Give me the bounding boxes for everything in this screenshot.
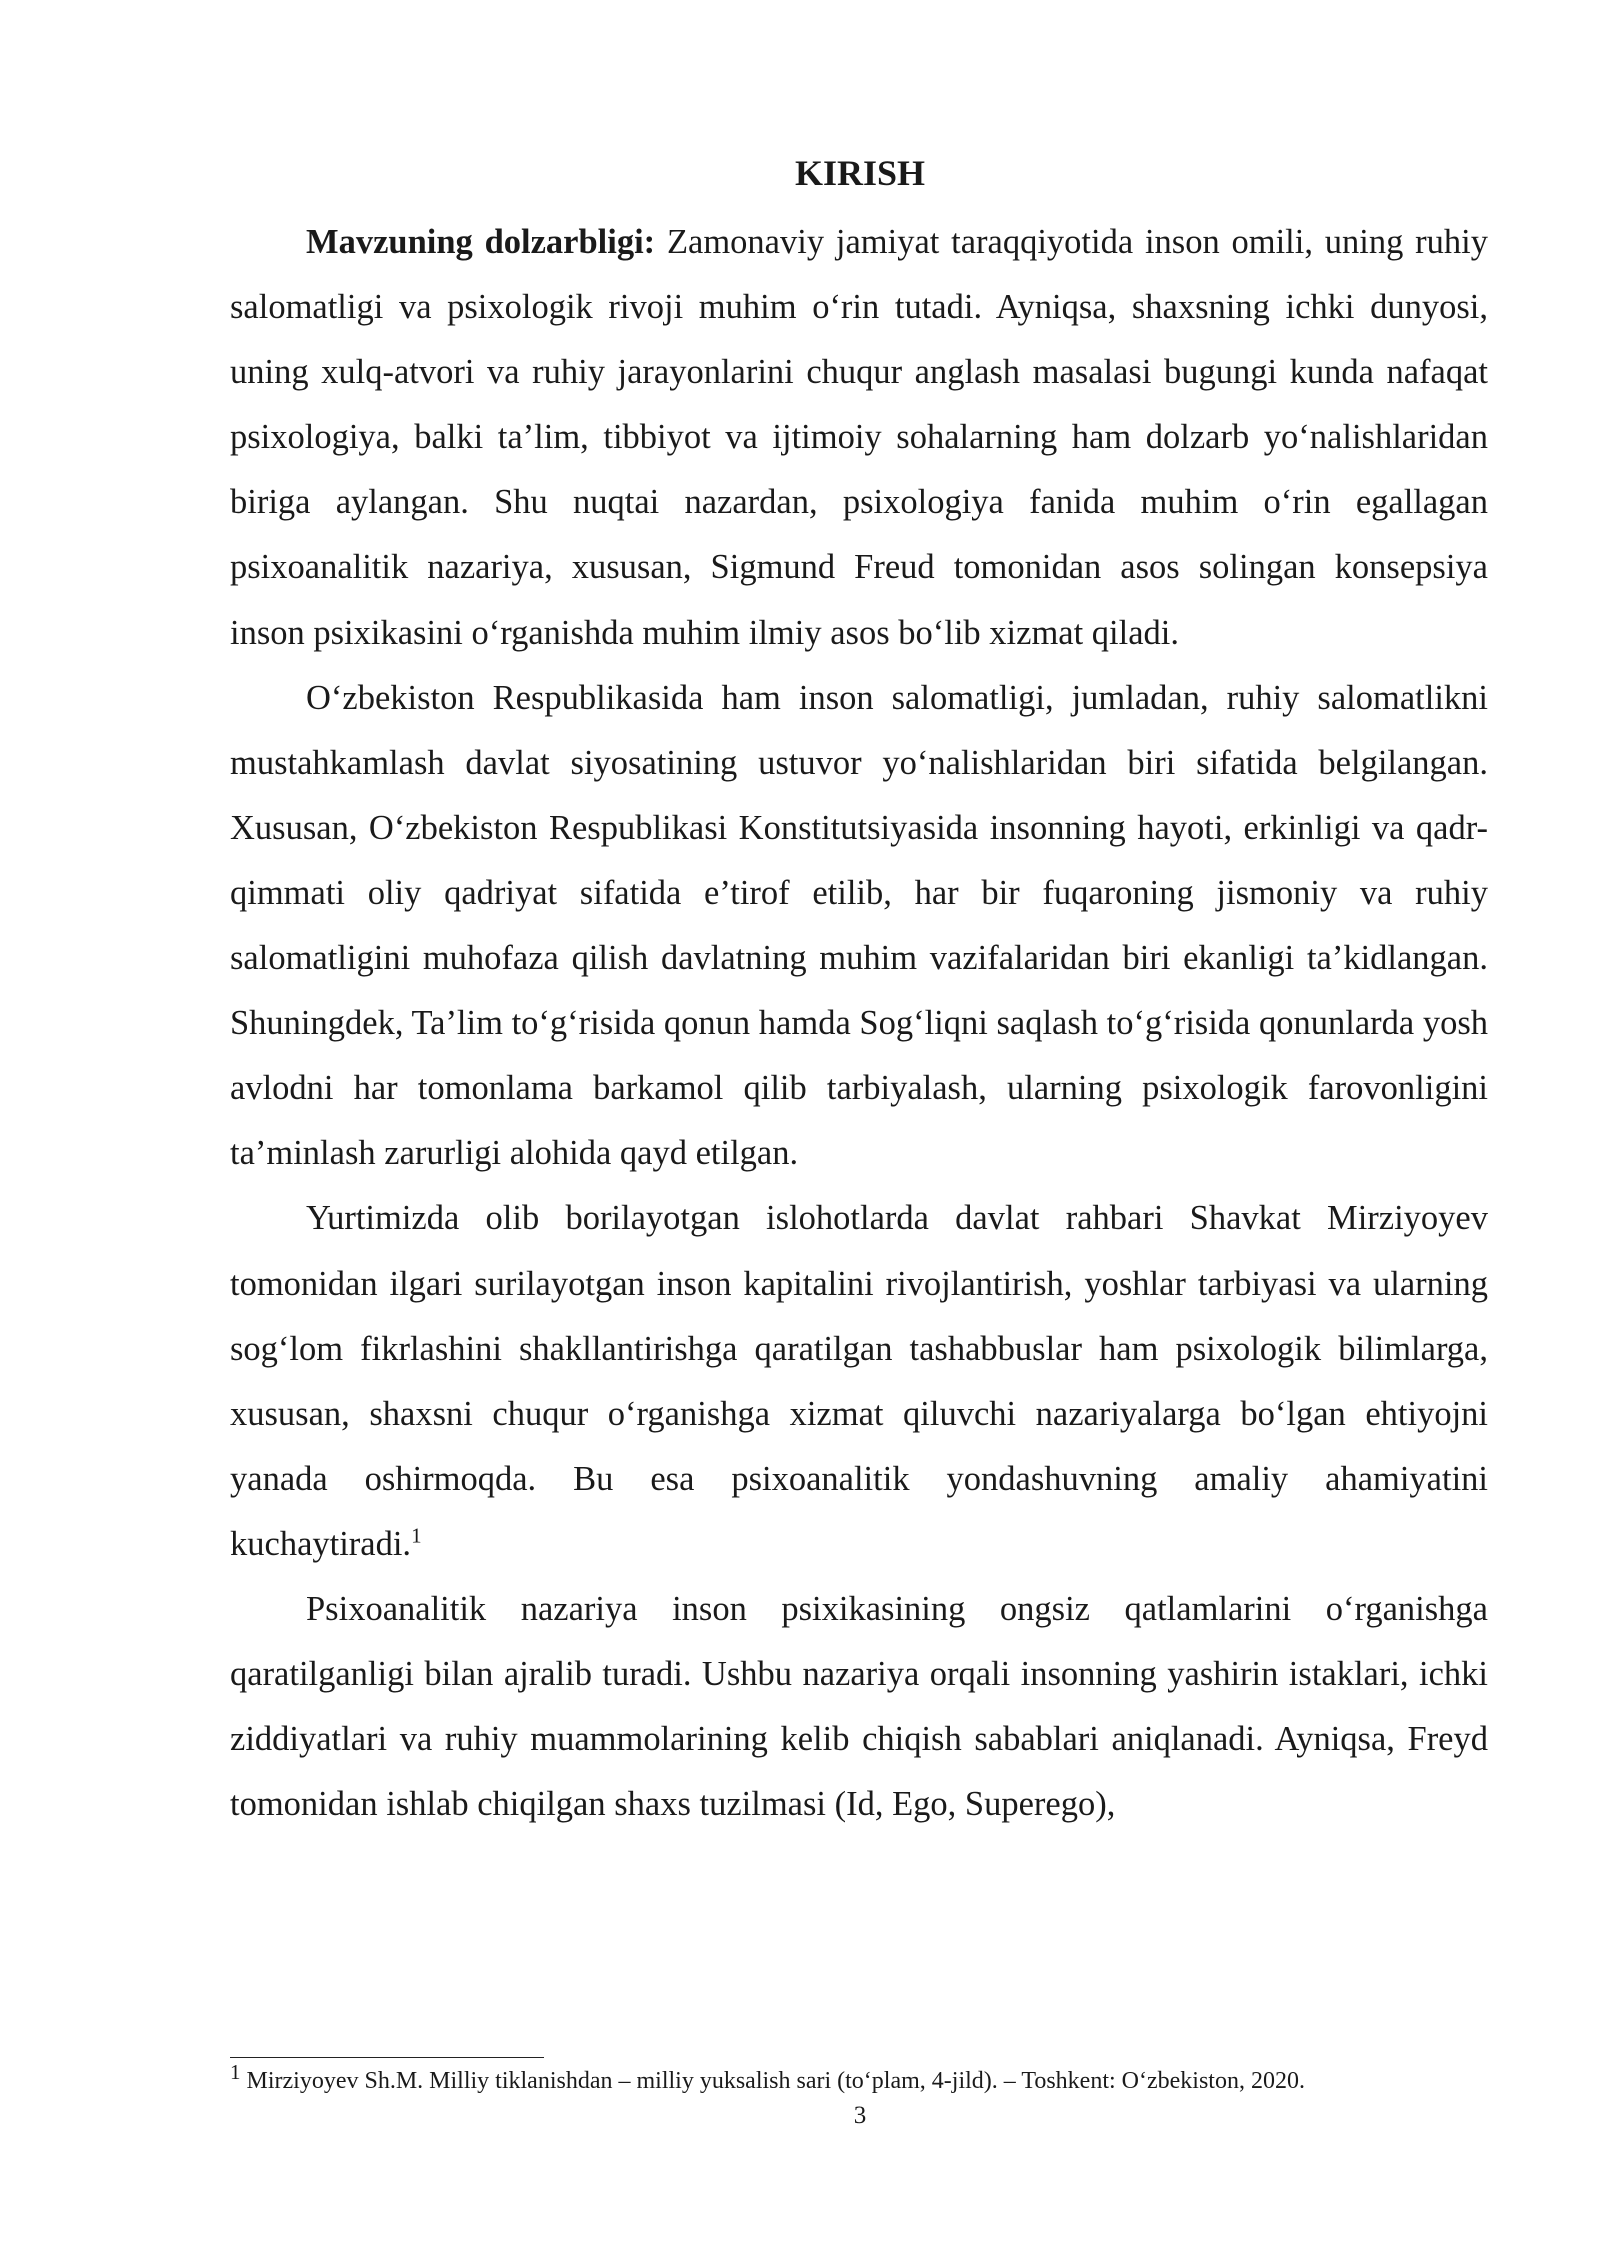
footnote-reference[interactable]: 1 [411, 1523, 422, 1548]
paragraph-reforms [230, 1186, 1488, 1577]
footnote-marker: 1 [230, 2060, 241, 2084]
paragraph-psychoanalytic [230, 1577, 1488, 1837]
paragraph-text: O‘zbekiston Respublikasida ham inson salomatligi, jumladan, ruhiy salomatlikni mustahkamlash davlat siyosatining ustuvor yo‘nalishlaridan biri sifatida belgilangan. Xususan, O‘zbekiston Respublikasi Konstitutsiyasida insonning hayoti, erkinligi va qadr-qimmati oliy qadriyat sifatida e’tirof etilib, har bir fuqaroning jismoniy va ruhiy salomatligini muhofaza qilish davlatning muhim vazifalaridan biri ekanligi ta’kidlangan. Shuningdek, Ta’lim to‘g‘risida qonun hamda Sog‘liqni saqlash to‘g‘risida qonunlarda yosh avlodni har tomonlama barkamol qilib tarbiyalash, ularning psixologik farovonligini ta’minlash zarurligi alohida qayd etilgan. [230, 678, 1488, 1173]
footnote [230, 2060, 1530, 2096]
footnote-separator [230, 2057, 544, 2058]
paragraph-text: Psixoanalitik nazariya inson psixikasining ongsiz qatlamlarini o‘rganishga qaratilganligi bilan ajralib turadi. Ushbu nazariya orqali insonning yashirin istaklari, ichki ziddiyatlari va ruhiy muammolarining kelib chiqish sabablari aniqlanadi. Ayniqsa, Freyd tomonidan ishlab chiqilgan shaxs tuzilmasi (Id, Ego, Superego), [230, 1589, 1488, 1824]
paragraph-text: Yurtimizda olib borilayotgan islohotlarda davlat rahbari Shavkat Mirziyoyev tomonidan ilgari surilayotgan inson kapitalini rivojlantirish, yoshlar tarbiyasi va ularning sog‘lom fikrlashini shakllantirishga qaratilgan tashabbuslar ham psixologik bilimlarga, xususan, shaxsni chuqur o‘rganishga xizmat qiluvchi nazariyalarga bo‘lgan ehtiyojni yanada oshirmoqda. Bu esa psixoanalitik yondashuvning amaliy ahamiyatini kuchaytiradi. [230, 1199, 1488, 1563]
paragraph-relevance [230, 210, 1488, 666]
paragraph-uzbekistan [230, 666, 1488, 1187]
footnote-text: Mirziyoyev Sh.M. Milliy tiklanishdan – milliy yuksalish sari (to‘plam, 4-jild). – Toshkent: O‘zbekiston, 2020. [240, 2068, 1305, 2094]
paragraph-lead: Mavzuning dolzarbligi: [306, 223, 656, 261]
body-text [230, 210, 1488, 1837]
page-title: KIRISH [794, 153, 926, 193]
paragraph-text: Zamonaviy jamiyat taraqqiyotida inson omili, uning ruhiy salomatligi va psixologik rivoji muhim o‘rin tutadi. Ayniqsa, shaxsning ichki dunyosi, uning xulq-atvori va ruhiy jarayonlarini chuqur anglash masalasi bugungi kunda nafaqat psixologiya, balki ta’lim, tibbiyot va ijtimoiy sohalarning ham dolzarb yo‘nalishlaridan biriga aylangan. Shu nuqtai nazardan, psixologiya fanida muhim o‘rin egallagan psixoanalitik nazariya, xususan, Sigmund Freud tomonidan asos solingan konsepsiya inson psixikasini o‘rganishda muhim ilmiy asos bo‘lib xizmat qiladi. [230, 223, 1488, 652]
page-number: 3 [853, 2102, 867, 2129]
